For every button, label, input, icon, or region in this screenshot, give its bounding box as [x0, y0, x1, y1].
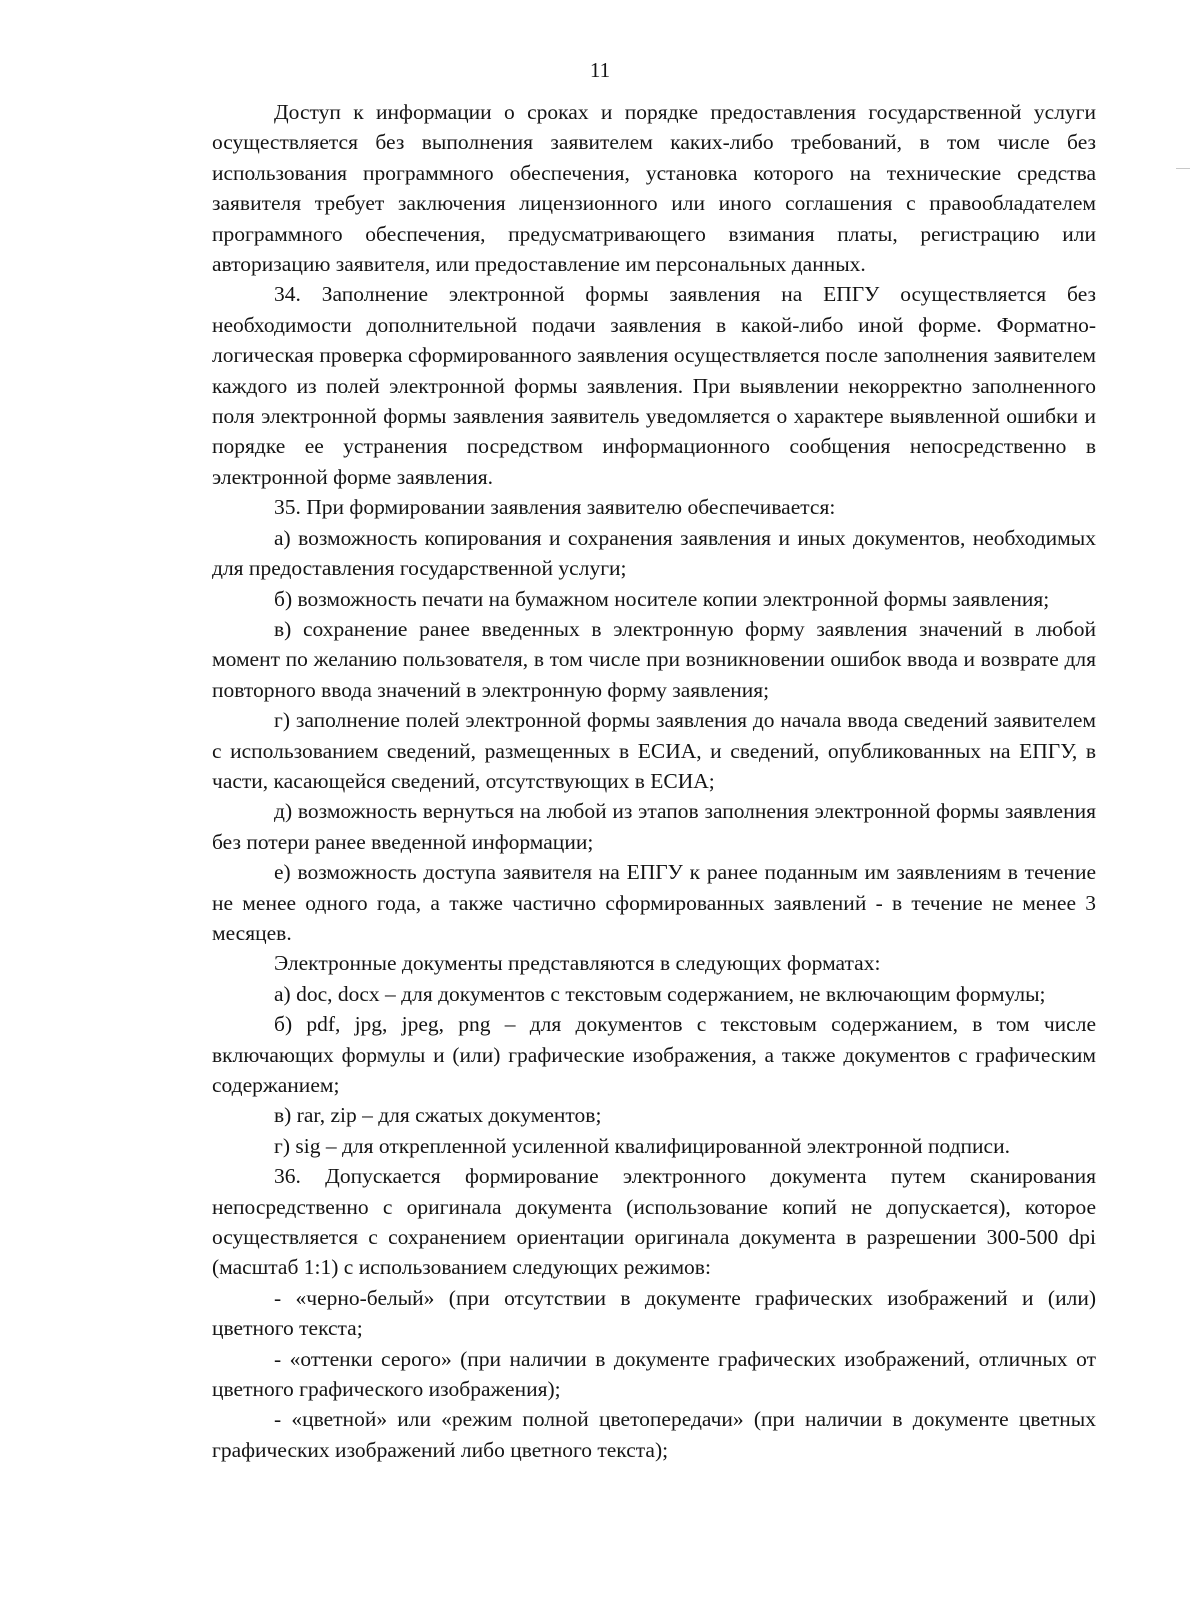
paragraph-format-b: б) pdf, jpg, jpeg, png – для документов с текстовым содержанием, в том числе включающих формулы и (или) графические изображения, а также документов с графическим содержанием;: [212, 1012, 1096, 1097]
paragraph-35-e: е) возможность доступа заявителя на ЕПГУ к ранее поданным им заявлениям в течение не менее одного года, а также частично сформированных заявлений - в течение не менее 3 месяцев.: [212, 860, 1096, 945]
paragraph-mode-grayscale: - «оттенки серого» (при наличии в документе графических изображений, отличных от цветного графического изображения);: [212, 1346, 1096, 1402]
paragraph-mode-bw: - «черно-белый» (при отсутствии в документе графических изображений и (или) цветного текста;: [212, 1285, 1096, 1341]
paragraph-format-a: а) doc, docx – для документов с текстовым содержанием, не включающим формулы;: [274, 981, 1046, 1006]
paragraph-35-g: г) заполнение полей электронной формы заявления до начала ввода сведений заявителем с использованием сведений, размещенных в ЕСИА, и сведений, опубликованных на ЕПГУ, в части, касающейся сведений, отсутствующих в ЕСИА;: [212, 708, 1096, 793]
scan-artifact-mark: [1176, 168, 1190, 169]
paragraph-36: 36. Допускается формирование электронного документа путем сканирования непосредственно с оригинала документа (использование копий не допускается), которое осуществляется с сохранением ориентации оригинала документа в разрешении 300-500 dpi (масштаб 1:1) с использованием следующих режимов:: [212, 1164, 1096, 1280]
paragraph-format-g: г) sig – для открепленной усиленной квалифицированной электронной подписи.: [274, 1133, 1010, 1158]
paragraph-35-d: д) возможность вернуться на любой из этапов заполнения электронной формы заявления без потери ранее введенной информации;: [212, 799, 1096, 854]
paragraph-34: 34. Заполнение электронной формы заявления на ЕПГУ осуществляется без необходимости дополнительной подачи заявления в какой-либо иной форме. Форматно-логическая проверка сформированного заявления осуществляется после заполнения заявителем каждого из полей электронной формы заявления. При выявлении некорректно заполненного поля электронной формы заявления заявитель уведомляется о характере выявленной ошибки и порядке ее устранения посредством информационного сообщения непосредственно в электронной форме заявления.: [212, 282, 1096, 489]
paragraph-35: 35. При формировании заявления заявителю обеспечивается:: [274, 495, 836, 520]
paragraph-formats-intro: Электронные документы представляются в следующих форматах:: [274, 951, 881, 976]
paragraph-35-v: в) сохранение ранее введенных в электронную форму заявления значений в любой момент по желанию пользователя, в том числе при возникновении ошибок ввода и возврате для повторного ввода значений в электронную форму заявления;: [212, 616, 1096, 702]
paragraph-mode-color: - «цветной» или «режим полной цветопередачи» (при наличии в документе цветных графических изображений либо цветного текста);: [212, 1407, 1096, 1462]
paragraph-format-v: в) rar, zip – для сжатых документов;: [274, 1103, 602, 1128]
document-body: [212, 97, 1096, 1465]
page-number: 11: [589, 58, 611, 82]
paragraph-35-b: б) возможность печати на бумажном носителе копии электронной формы заявления;: [274, 586, 1050, 611]
paragraph-access-info: Доступ к информации о сроках и порядке предоставления государственной услуги осуществляется без выполнения заявителем каких-либо требований, в том числе без использования программного обеспечения, установка которого на технические средства заявителя требует заключения лицензионного или иного соглашения с правообладателем программного обеспечения, предусматривающего взимания платы, регистрацию или авторизацию заявителя, или предоставление им персональных данных.: [212, 100, 1096, 277]
paragraph-35-a: а) возможность копирования и сохранения заявления и иных документов, необходимых для предоставления государственной услуги;: [212, 525, 1096, 581]
